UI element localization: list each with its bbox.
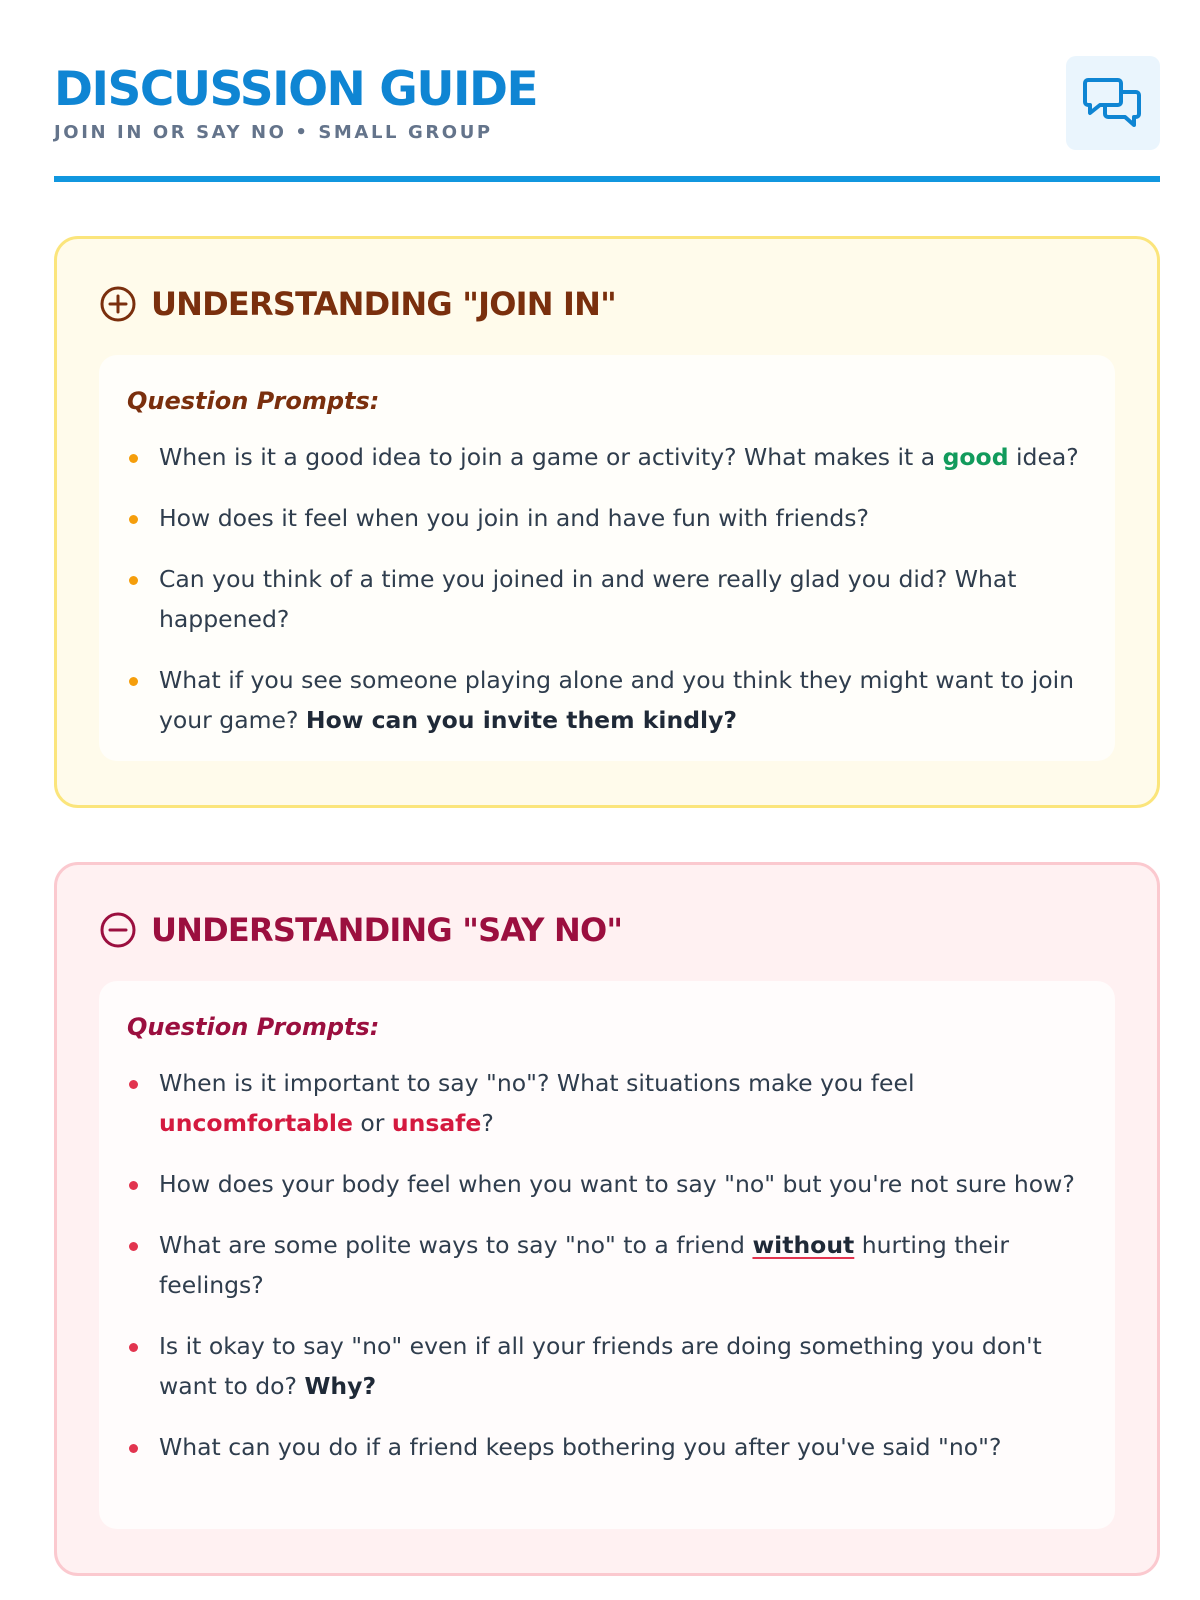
join-in-prompt-list bbox=[127, 437, 1091, 740]
say-no-section bbox=[54, 862, 1160, 1576]
list-item: Can you think of a time you joined in and were really glad you did? What happened? bbox=[127, 559, 1091, 639]
list-item: What if you see someone playing alone and you think they might want to join your game? How can you invite them kindly? bbox=[127, 660, 1091, 740]
minus-circle-icon bbox=[99, 911, 137, 949]
join-in-heading bbox=[99, 285, 616, 323]
list-item: When is it important to say "no"? What situations make you feel uncomfortable or unsafe? bbox=[127, 1063, 1091, 1143]
list-item: When is it a good idea to join a game or activity? What makes it a good idea? bbox=[127, 437, 1091, 477]
page-subtitle: JOIN IN OR SAY NO • SMALL GROUP bbox=[54, 122, 493, 143]
join-in-section bbox=[54, 236, 1160, 808]
join-in-title: UNDERSTANDING "JOIN IN" bbox=[151, 285, 616, 323]
list-item: What are some polite ways to say "no" to a friend without hurting their feelings? bbox=[127, 1225, 1091, 1305]
chat-bubbles-icon bbox=[1066, 56, 1160, 150]
join-in-prompts-label: Question Prompts: bbox=[127, 387, 380, 415]
say-no-prompts-card bbox=[99, 981, 1115, 1529]
plus-circle-icon bbox=[99, 285, 137, 323]
page-title: DISCUSSION GUIDE bbox=[54, 62, 538, 117]
say-no-prompts-label: Question Prompts: bbox=[127, 1013, 380, 1041]
say-no-heading bbox=[99, 911, 622, 949]
list-item: How does your body feel when you want to say "no" but you're not sure how? bbox=[127, 1164, 1091, 1204]
join-in-prompts-card bbox=[99, 355, 1115, 761]
list-item: What can you do if a friend keeps bothering you after you've said "no"? bbox=[127, 1427, 1091, 1467]
list-item: How does it feel when you join in and have fun with friends? bbox=[127, 498, 1091, 538]
page-header bbox=[54, 56, 1160, 182]
say-no-prompt-list bbox=[127, 1063, 1091, 1467]
say-no-title: UNDERSTANDING "SAY NO" bbox=[151, 911, 623, 949]
list-item: Is it okay to say "no" even if all your friends are doing something you don't want to do? Why? bbox=[127, 1326, 1091, 1406]
